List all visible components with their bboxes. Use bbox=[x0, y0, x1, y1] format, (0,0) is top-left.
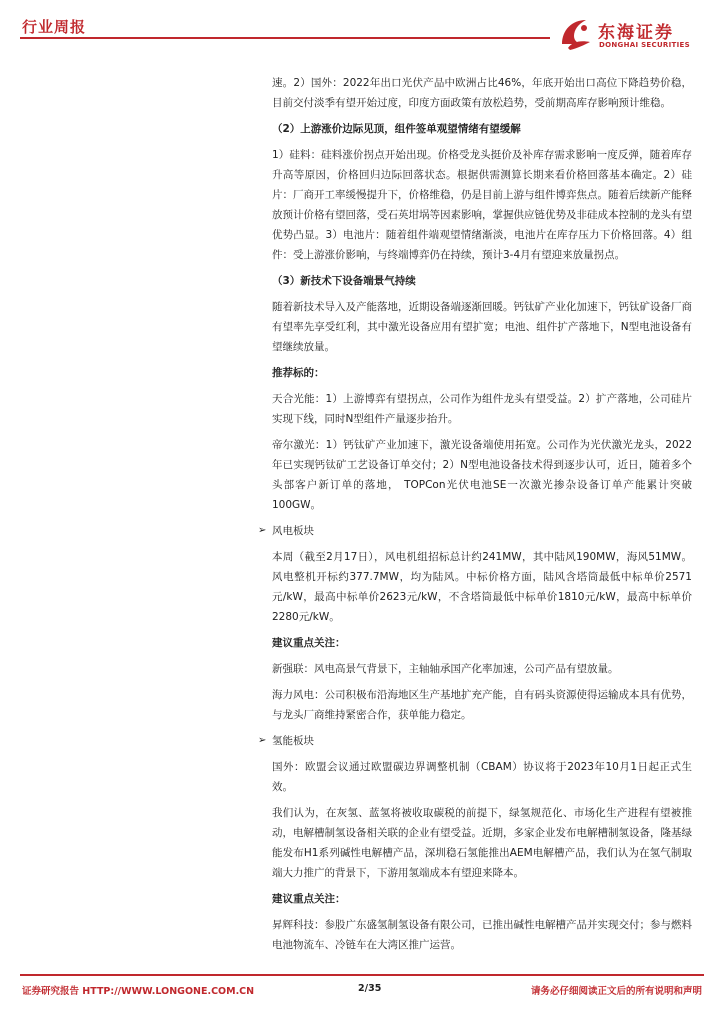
report-type-label: 行业周报 bbox=[22, 18, 87, 36]
recommendation-heading: 建议重点关注： bbox=[272, 637, 346, 649]
footer-disclaimer: 请务必仔细阅读正文后的所有说明和声明 bbox=[530, 986, 702, 997]
logo-mark-icon bbox=[558, 14, 594, 54]
paragraph: 1）硅料：硅料涨价拐点开始出现。价格受龙头挺价及补库存需求影响一度反弹，随着库存升高等原因，价格回归边际回落状态。根据供需测算长期来看价格回落基本确定。2）硅片：厂商开工率缓慢提升下，价格维稳，仍是目前上游与组件博弈焦点。随着后续新产能释放预计价格有望回落，受石英坩埚等因素影响，掌握供应链优势及非硅成本控制的龙头有望优势凸显。3）电池片：随着组件端观望情绪渐淡，电池片在库存压力下价格回落。4）组件：受上游涨价影响，与终端博弈仍在持续，预计3-4月有望迎来放量拐点。 bbox=[272, 149, 692, 261]
report-body bbox=[258, 73, 692, 955]
arrow-bullet-icon: ➢ bbox=[258, 525, 267, 536]
sector-title: 氢能板块 bbox=[272, 735, 314, 747]
sector-title: 风电板块 bbox=[272, 525, 314, 537]
sector-bullet bbox=[258, 731, 692, 751]
paragraph: 新强联：风电高景气背景下，主轴轴承国产化率加速，公司产品有望放量。 bbox=[272, 663, 619, 675]
page-number: 2/35 bbox=[358, 983, 382, 994]
logo-chinese-name: 东海证券 bbox=[598, 23, 674, 43]
donghai-logo bbox=[558, 14, 708, 54]
paragraph: 昇辉科技：参股广东盛氢制氢设备有限公司，已推出碱性电解槽产品并实现交付；参与燃料电池物流车、冷链车在大湾区推广运营。 bbox=[272, 919, 692, 951]
footer-website: 证券研究报告 HTTP://WWW.LONGONE.COM.CN bbox=[22, 986, 255, 997]
footer-divider bbox=[20, 974, 704, 976]
arrow-bullet-icon: ➢ bbox=[258, 735, 267, 746]
paragraph: 国外：欧盟会议通过欧盟碳边界调整机制（CBAM）协议将于2023年10月1日起正式生效。 bbox=[272, 761, 692, 793]
paragraph: 本周（截至2月17日），风电机组招标总计约241MW，其中陆风190MW，海风51MW。风电整机开标约377.7MW，均为陆风。中标价格方面，陆风含塔筒最低中标单价2571元/kW，最高中标单价2623元/kW，不含塔筒最低中标单价1810元/kW，最高中标单价2280元/kW。 bbox=[272, 551, 692, 623]
paragraph: 帝尔激光：1）钙钛矿产业加速下，激光设备端使用拓宽。公司作为光伏激光龙头，2022年已实现钙钛矿工艺设备订单交付；2）N型电池设备技术得到逐步认可，近日，随着多个头部客户新订单的落地， TOPCon光伏电池SE一次激光掺杂设备订单产能累计突破100GW。 bbox=[272, 439, 692, 511]
recommendation-heading: 建议重点关注： bbox=[272, 893, 346, 905]
paragraph: 速。2）国外：2022年出口光伏产品中欧洲占比46%，年底开始出口高位下降趋势价稳，目前交付淡季有望开始过度，印度方面政策有放松趋势，受前期高库存影响预计维稳。 bbox=[272, 77, 692, 109]
section-heading: （3）新技术下设备端景气持续 bbox=[272, 275, 416, 287]
recommendation-heading: 推荐标的： bbox=[272, 367, 325, 379]
paragraph: 随着新技术导入及产能落地，近期设备端逐渐回暖。钙钛矿产业化加速下，钙钛矿设备厂商有望率先享受红利，其中激光设备应用有望扩宽；电池、组件扩产落地下，N型电池设备有望继续放量。 bbox=[272, 301, 692, 353]
header-divider bbox=[20, 37, 550, 39]
logo-english-name: DONGHAI SECURITIES bbox=[599, 41, 690, 49]
section-heading: （2）上游涨价边际见顶，组件签单观望情绪有望缓解 bbox=[272, 123, 521, 135]
paragraph: 天合光能：1）上游博弈有望拐点，公司作为组件龙头有望受益。2）扩产落地，公司硅片实现下线，同时N型组件产量逐步抬升。 bbox=[272, 393, 692, 425]
paragraph: 我们认为，在灰氢、蓝氢将被收取碳税的前提下，绿氢规范化、市场化生产进程有望被推动，电解槽制氢设备相关联的企业有望受益。近期，多家企业发布电解槽制氢设备，隆基绿能发布H1系列碱性电解槽产品，深圳稳石氢能推出AEM电解槽产品，我们认为在氢气制取端大力推广的背景下，下游用氢端成本有望迎来降本。 bbox=[272, 807, 692, 879]
paragraph: 海力风电：公司积极布沿海地区生产基地扩充产能，自有码头资源使得运输成本具有优势，与龙头厂商维持紧密合作，获单能力稳定。 bbox=[272, 689, 692, 721]
sector-bullet bbox=[258, 521, 692, 541]
